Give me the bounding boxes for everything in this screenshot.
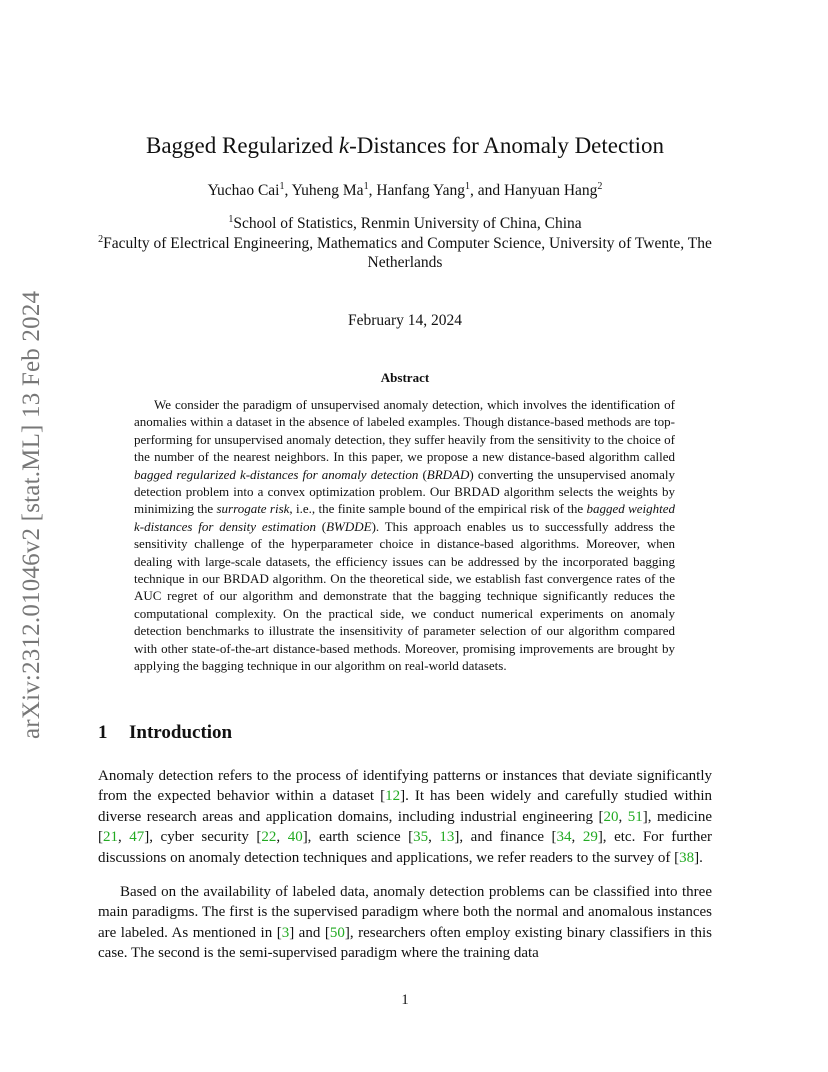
author-separator: , bbox=[368, 182, 377, 199]
affiliation-text: School of Statistics, Renmin University of China, China bbox=[233, 215, 582, 232]
citation-link[interactable]: 3 bbox=[281, 924, 290, 941]
citation-link[interactable]: 22 bbox=[261, 829, 277, 846]
body-text: ], and finance [ bbox=[454, 829, 557, 846]
affiliation-line bbox=[95, 234, 715, 273]
citation-link[interactable]: 13 bbox=[439, 829, 455, 846]
body-text: ], cyber security [ bbox=[144, 829, 262, 846]
affiliation-mark: 2 bbox=[597, 180, 603, 192]
section-number: 1 bbox=[98, 722, 108, 743]
intro-paragraph-1 bbox=[98, 766, 712, 868]
author-name: Yuheng Ma bbox=[291, 182, 364, 199]
abstract-text: ) converting the unsupervised anomaly detection problem into a convex optimization problem. Our BRDAD algorithm selects the weights by minimizing the bbox=[134, 466, 675, 517]
body-text: ], researchers often employ existing binary classifiers in this case. The second is the semi-supervised paradigm where the training data bbox=[98, 924, 712, 962]
citation-separator: , bbox=[428, 829, 440, 846]
abstract-body bbox=[134, 396, 675, 675]
affiliation-text: Faculty of Electrical Engineering, Mathematics and Computer Science, University of Twente, The Netherlands bbox=[103, 234, 712, 271]
section-title: Introduction bbox=[129, 722, 233, 743]
body-text: ], earth science [ bbox=[302, 829, 414, 846]
citation-link[interactable]: 29 bbox=[582, 829, 598, 846]
body-text: ] and [ bbox=[289, 924, 330, 941]
paper-date: February 14, 2024 bbox=[347, 312, 463, 329]
paper-title bbox=[95, 131, 715, 161]
body-text: ]. bbox=[694, 849, 703, 866]
citation-link[interactable]: 21 bbox=[103, 829, 118, 846]
body-text: Based on the availability of labeled data, anomaly detection problems can be classified into three main paradigms. The first is the supervised paradigm where both the normal and anomalous instances are labeled. As mentioned in [ bbox=[98, 884, 712, 941]
affiliation-mark: 1 bbox=[279, 180, 285, 192]
citation-link[interactable]: 12 bbox=[385, 788, 401, 805]
author-list bbox=[95, 181, 715, 201]
abstract-emphasis: bagged regularized k-distances for anomaly detection bbox=[134, 466, 419, 482]
body-text: Anomaly detection refers to the process of identifying patterns or instances that deviate significantly from the expected behavior within a dataset [ bbox=[98, 768, 712, 805]
citation-link[interactable]: 38 bbox=[679, 849, 695, 866]
author-separator: , bbox=[284, 182, 292, 199]
citation-link[interactable]: 50 bbox=[329, 924, 345, 941]
abstract-emphasis: BWDDE bbox=[326, 518, 372, 534]
body-text: ]. It has been widely and carefully studied within diverse research areas and application domains, including industrial engineering [ bbox=[98, 788, 712, 825]
abstract-heading: Abstract bbox=[380, 370, 430, 385]
citation-link[interactable]: 34 bbox=[556, 829, 572, 846]
affiliations bbox=[95, 214, 715, 273]
title-math-k: k bbox=[338, 133, 350, 158]
title-part: Bagged Regularized bbox=[146, 133, 339, 158]
citation-separator: , bbox=[118, 829, 130, 846]
abstract-text: , i.e., the finite sample bound of the empirical risk of the bbox=[289, 501, 587, 517]
author-separator: , and bbox=[470, 182, 505, 199]
affiliation-mark: 1 bbox=[228, 213, 234, 225]
citation-link[interactable]: 47 bbox=[129, 829, 145, 846]
body-text: ], etc. For further discussions on anomaly detection techniques and applications, we refer readers to the survey of [ bbox=[98, 829, 713, 866]
citation-separator: , bbox=[276, 829, 288, 846]
citation-link[interactable]: 40 bbox=[287, 829, 303, 846]
abstract-emphasis: surrogate risk bbox=[216, 501, 290, 517]
affiliation-mark: 2 bbox=[98, 233, 104, 245]
citation-link[interactable]: 35 bbox=[413, 829, 429, 846]
affiliation-line bbox=[95, 214, 715, 234]
citation-separator: , bbox=[618, 808, 628, 825]
intro-paragraph-2 bbox=[98, 882, 712, 964]
affiliation-mark: 1 bbox=[363, 180, 369, 192]
citation-link[interactable]: 51 bbox=[627, 808, 643, 825]
title-part: -Distances for Anomaly Detection bbox=[349, 133, 664, 158]
abstract-emphasis: bagged weighted k-distances for density estimation bbox=[134, 501, 676, 534]
body-text: ], medicine [ bbox=[98, 808, 712, 846]
page-number: 1 bbox=[401, 992, 409, 1008]
arxiv-identifier-stamp: arXiv:2312.01046v2 [stat.ML] 13 Feb 2024 bbox=[18, 290, 45, 740]
citation-separator: , bbox=[571, 829, 583, 846]
abstract-text: ). This approach enables us to successfully address the sensitivity challenge of the hyperparameter choice in distance-based algorithms. Moreover, when dealing with large-scale datasets, the efficiency issues can be addressed by the incorporated bagging technique in our BRDAD algorithm. On the theoretical side, we establish fast convergence rates of the AUC regret of our algorithm and demonstrate that the bagging technique significantly reduces the computational complexity. On the practical side, we conduct numerical experiments on anomaly detection benchmarks to illustrate the insensitivity of parameter selection of our algorithm compared with other state-of-the-art distance-based methods. Moreover, promising improvements are brought by applying the bagging technique in our algorithm on real-world datasets. bbox=[134, 518, 675, 674]
abstract-text: We consider the paradigm of unsupervised anomaly detection, which involves the identification of anomalies within a dataset in the absence of labeled examples. Though distance-based methods are top-performing for unsupervised anomaly detection, they suffer heavily from the sensitivity to the choice of the number of the nearest neighbors. In this paper, we propose a new distance-based algorithm called bbox=[134, 397, 675, 465]
author-name: Hanfang Yang bbox=[376, 182, 465, 199]
affiliation-mark: 1 bbox=[465, 180, 470, 192]
abstract-text: ( bbox=[315, 518, 327, 534]
author-name: Yuchao Cai bbox=[207, 182, 280, 199]
section-heading-introduction bbox=[98, 720, 718, 746]
abstract-emphasis: BRDAD bbox=[426, 466, 470, 482]
author-name: Hanyuan Hang bbox=[504, 182, 598, 199]
citation-link[interactable]: 20 bbox=[603, 808, 619, 825]
abstract-text: ( bbox=[418, 466, 427, 482]
